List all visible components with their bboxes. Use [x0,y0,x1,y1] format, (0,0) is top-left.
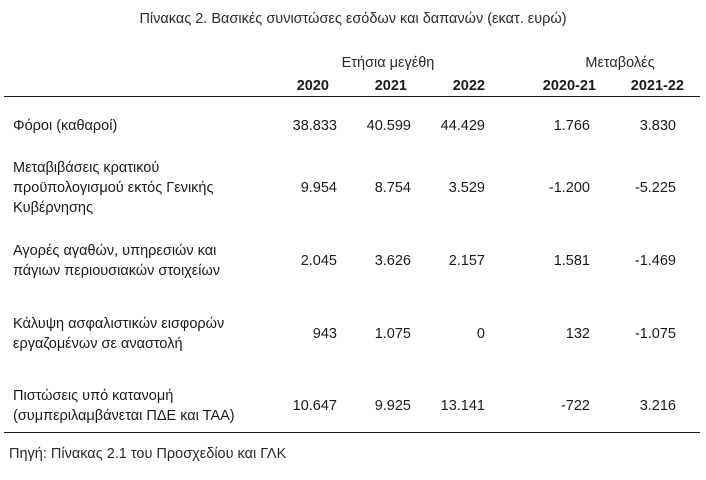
row-label: Φόροι (καθαροί) [13,118,118,134]
column-header-2020: 2020 [296,78,329,94]
footer-rule [4,432,700,433]
cell-2021: 1.075 [374,326,411,342]
cell-2021-22: -5.225 [634,180,676,196]
cell-2021-22: -1.075 [634,326,676,342]
row-label: Πιστώσεις υπό κατανομή (συμπεριλαμβάνεται ΠΔΕ και ΤΑΑ) [13,388,235,424]
cell-2022: 13.141 [440,398,485,414]
cell-2021-22: -1.469 [634,253,676,269]
cell-2020: 2.045 [300,253,337,269]
cell-2020: 38.833 [292,118,337,134]
group-header-annual: Ετήσια μεγέθη [341,55,435,71]
column-header-2021-22: 2021-22 [630,78,684,94]
cell-2022: 44.429 [440,118,485,134]
cell-2021-22: 3.216 [639,398,676,414]
table-title: Πίνακας 2. Βασικές συνιστώσες εσόδων και δαπανών (εκατ. ευρώ) [139,11,567,27]
cell-2020-21: 1.581 [553,253,590,269]
row-label: Αγορές αγαθών, υπηρεσιών και πάγιων περιουσιακών στοιχείων [13,243,221,279]
cell-2020-21: -722 [560,398,590,414]
column-header-2022: 2022 [452,78,485,94]
source-note: Πηγή: Πίνακας 2.1 του Προσχεδίου και ΓΛΚ [9,446,287,462]
cell-2020-21: -1.200 [548,180,590,196]
cell-2020-21: 1.766 [553,118,590,134]
cell-2022: 3.529 [448,180,485,196]
column-header-2020-21: 2020-21 [542,78,596,94]
cell-2021: 40.599 [366,118,411,134]
cell-2021: 9.925 [374,398,411,414]
row-label: Κάλυψη ασφαλιστικών εισφορών εργαζομένων σε αναστολή [13,316,225,352]
cell-2020: 10.647 [292,398,337,414]
cell-2021-22: 3.830 [639,118,676,134]
row-label: Μεταβιβάσεις κρατικού προϋπολογισμού εκτός Γενικής Κυβέρνησης [13,160,214,216]
cell-2020-21: 132 [565,326,590,342]
header-rule [4,96,700,97]
column-header-2021: 2021 [374,78,407,94]
group-header-change: Μεταβολές [585,55,655,71]
cell-2021: 8.754 [374,180,411,196]
cell-2020: 9.954 [300,180,337,196]
cell-2022: 2.157 [448,253,485,269]
cell-2020: 943 [312,326,337,342]
cell-2022: 0 [476,326,485,342]
cell-2021: 3.626 [374,253,411,269]
